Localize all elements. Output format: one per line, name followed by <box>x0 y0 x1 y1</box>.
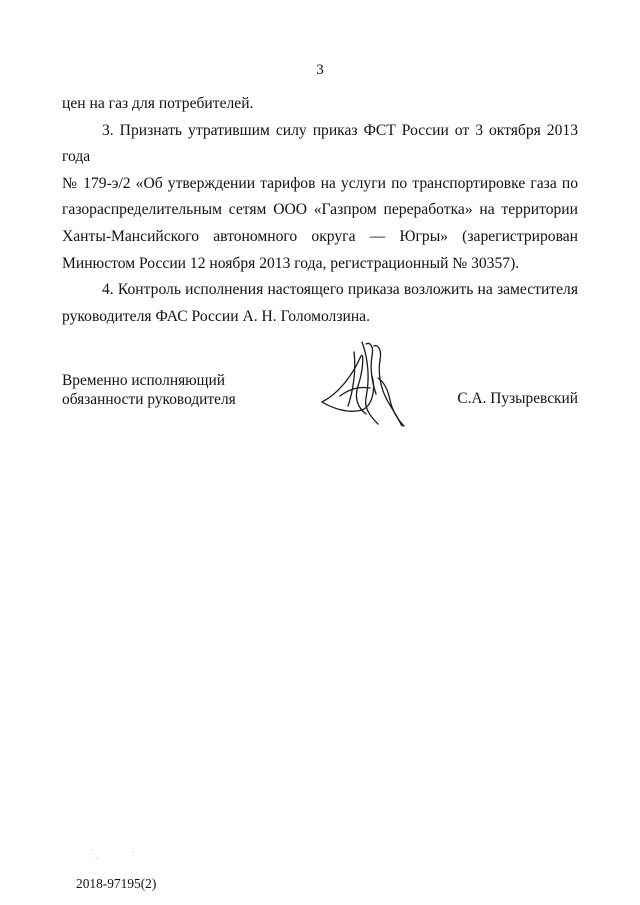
text-line: № 179-э/2 «Об утверждении тарифов на услуги по транспортировке газа по <box>62 174 578 192</box>
text-line: Ханты-Мансийского автономного округа — Югры» (зарегистрирован <box>62 227 578 245</box>
handwritten-signature-icon <box>318 338 410 430</box>
signatory-position-line: обязанности руководителя <box>62 391 236 408</box>
paragraph-continuation <box>62 91 578 118</box>
signatory-name: С.А. Пузыревский <box>457 390 578 407</box>
paragraph-item-3 <box>62 118 578 278</box>
signatory-position-line: Временно исполняющий <box>62 372 225 389</box>
text-line: цен на газ для потребителей. <box>62 95 254 112</box>
signatory-position <box>62 371 236 409</box>
document-body <box>62 91 578 330</box>
scan-specks <box>88 846 148 866</box>
text-line: 3. Признать утратившим силу приказ ФСТ России от 3 октября 2013 года <box>62 121 578 166</box>
text-line: руководителя ФАС России А. Н. Голомолзина. <box>62 307 371 325</box>
page-number: 3 <box>316 62 324 78</box>
document-id: 2018-97195(2) <box>76 876 157 891</box>
text-line: Минюстом России 12 ноября 2013 года, регистрационный № 30357). <box>62 254 520 272</box>
text-line: 4. Контроль исполнения настоящего приказа возложить на заместителя <box>102 281 578 299</box>
text-line: газораспределительным сетям ООО «Газпром переработка» на территории <box>62 201 578 219</box>
paragraph-item-4 <box>62 277 578 330</box>
